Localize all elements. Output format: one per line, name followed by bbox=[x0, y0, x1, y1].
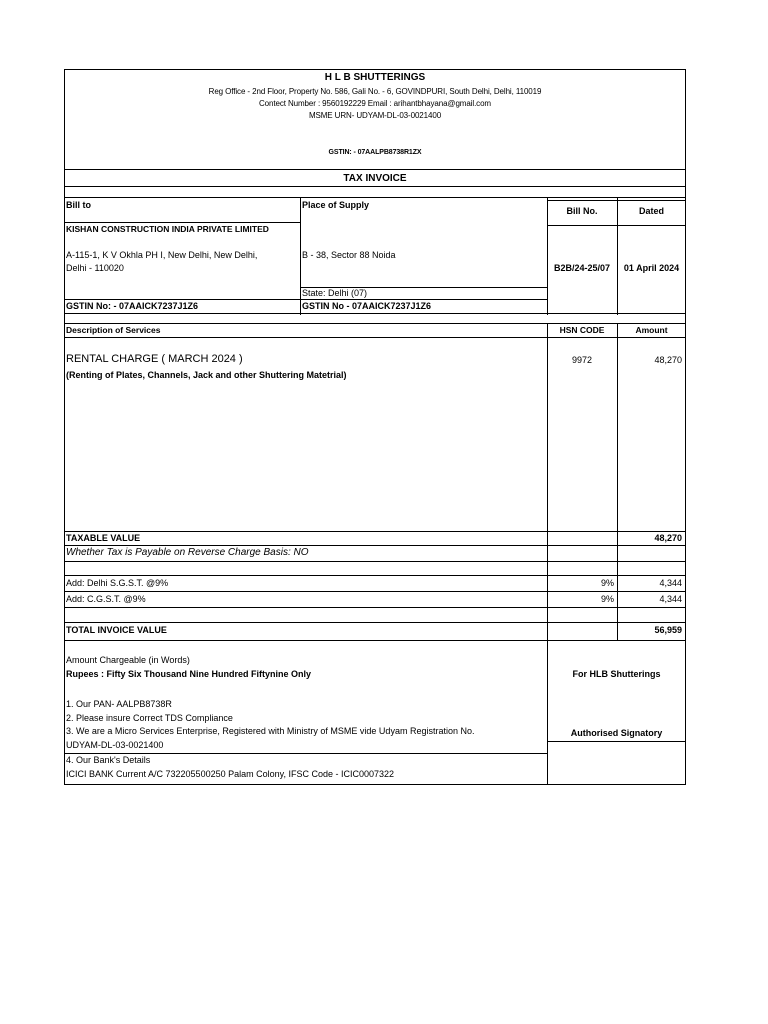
divider bbox=[64, 575, 686, 576]
divider bbox=[64, 186, 686, 187]
divider bbox=[64, 561, 686, 562]
cgst-rate: 9% bbox=[600, 594, 614, 604]
doc-title: TAX INVOICE bbox=[343, 173, 407, 184]
customer-name: KISHAN CONSTRUCTION INDIA PRIVATE LIMITED bbox=[66, 224, 269, 234]
bill-no-label: Bill No. bbox=[566, 206, 598, 216]
note-udyam: UDYAM-DL-03-0021400 bbox=[66, 740, 164, 750]
contact-info: Contect Number : 9560192229 Email : arihantbhayana@gmail.com bbox=[258, 99, 492, 108]
divider bbox=[64, 299, 547, 300]
divider bbox=[64, 313, 686, 314]
place-state: State: Delhi (07) bbox=[302, 288, 368, 298]
authorised-signatory: Authorised Signatory bbox=[570, 728, 663, 738]
column-divider bbox=[300, 197, 301, 315]
note-pan: 1. Our PAN- AALPB8738R bbox=[66, 699, 172, 709]
divider bbox=[64, 337, 686, 338]
note-msme: 3. We are a Micro Services Enterprise, Registered with Ministry of MSME vide Udyam Registration No. bbox=[66, 726, 475, 736]
place-address: B - 38, Sector 88 Noida bbox=[302, 250, 396, 260]
divider bbox=[64, 169, 686, 170]
sgst-rate: 9% bbox=[600, 578, 614, 588]
bill-date: 01 April 2024 bbox=[623, 263, 680, 273]
for-company: For HLB Shutterings bbox=[572, 669, 661, 679]
column-divider bbox=[617, 323, 618, 640]
customer-gstin: GSTIN No: - 07AAICK7237J1Z6 bbox=[66, 301, 199, 311]
company-name: H L B SHUTTERINGS bbox=[324, 72, 426, 83]
divider bbox=[64, 607, 686, 608]
note-bank-details: 4. Our Bank's Details bbox=[66, 755, 151, 765]
description-header: Description of Services bbox=[66, 325, 161, 335]
amount-in-words: Rupees : Fifty Six Thousand Nine Hundred Fiftynine Only bbox=[66, 669, 312, 679]
column-divider bbox=[547, 323, 548, 640]
customer-address-line1: A-115-1, K V Okhla PH I, New Delhi, New Delhi, bbox=[66, 250, 258, 260]
bill-no: B2B/24-25/07 bbox=[553, 263, 611, 273]
divider bbox=[64, 591, 686, 592]
divider bbox=[64, 323, 686, 324]
sgst-label: Add: Delhi S.G.S.T. @9% bbox=[66, 578, 169, 588]
customer-address-line2: Delhi - 110020 bbox=[66, 263, 124, 273]
amount-in-words-label: Amount Chargeable (in Words) bbox=[66, 655, 190, 665]
reg-office: Reg Office - 2nd Floor, Property No. 586, Gali No. - 6, GOVINDPURI, South Delhi, Delhi, 110019 bbox=[208, 87, 542, 96]
item-title: RENTAL CHARGE ( MARCH 2024 ) bbox=[66, 353, 243, 365]
divider bbox=[64, 222, 300, 223]
divider bbox=[64, 640, 686, 641]
divider bbox=[64, 622, 686, 623]
item-detail: (Renting of Plates, Channels, Jack and other Shuttering Matetrial) bbox=[66, 370, 347, 380]
amount-header: Amount bbox=[635, 325, 668, 335]
taxable-value: 48,270 bbox=[654, 533, 682, 543]
item-amount: 48,270 bbox=[654, 355, 682, 365]
item-hsn: 9972 bbox=[571, 355, 593, 365]
dated-label: Dated bbox=[638, 206, 664, 216]
total-value: 56,959 bbox=[654, 625, 682, 635]
bill-to-label: Bill to bbox=[66, 200, 91, 210]
divider bbox=[547, 741, 686, 742]
taxable-label: TAXABLE VALUE bbox=[66, 533, 141, 543]
divider bbox=[64, 753, 547, 754]
divider bbox=[547, 225, 686, 226]
bank-account: ICICI BANK Current A/C 732205500250 Palam Colony, IFSC Code - ICIC0007322 bbox=[66, 769, 395, 779]
divider bbox=[64, 531, 686, 532]
column-divider bbox=[547, 640, 548, 784]
place-gstin: GSTIN No - 07AAICK7237J1Z6 bbox=[302, 301, 432, 311]
company-gstin: GSTIN: - 07AALPB8738R1ZX bbox=[328, 149, 422, 156]
divider bbox=[64, 545, 686, 546]
total-label: TOTAL INVOICE VALUE bbox=[66, 625, 167, 635]
hsn-header: HSN CODE bbox=[559, 325, 605, 335]
reverse-charge-note: Whether Tax is Payable on Reverse Charge Basis: NO bbox=[66, 547, 309, 558]
note-tds: 2. Please insure Correct TDS Compliance bbox=[66, 713, 233, 723]
divider bbox=[547, 200, 686, 201]
sgst-amount: 4,344 bbox=[659, 578, 682, 588]
place-of-supply-label: Place of Supply bbox=[302, 200, 370, 210]
cgst-amount: 4,344 bbox=[659, 594, 682, 604]
msme-urn: MSME URN- UDYAM-DL-03-0021400 bbox=[308, 111, 442, 120]
divider bbox=[64, 197, 686, 198]
cgst-label: Add: C.G.S.T. @9% bbox=[66, 594, 146, 604]
